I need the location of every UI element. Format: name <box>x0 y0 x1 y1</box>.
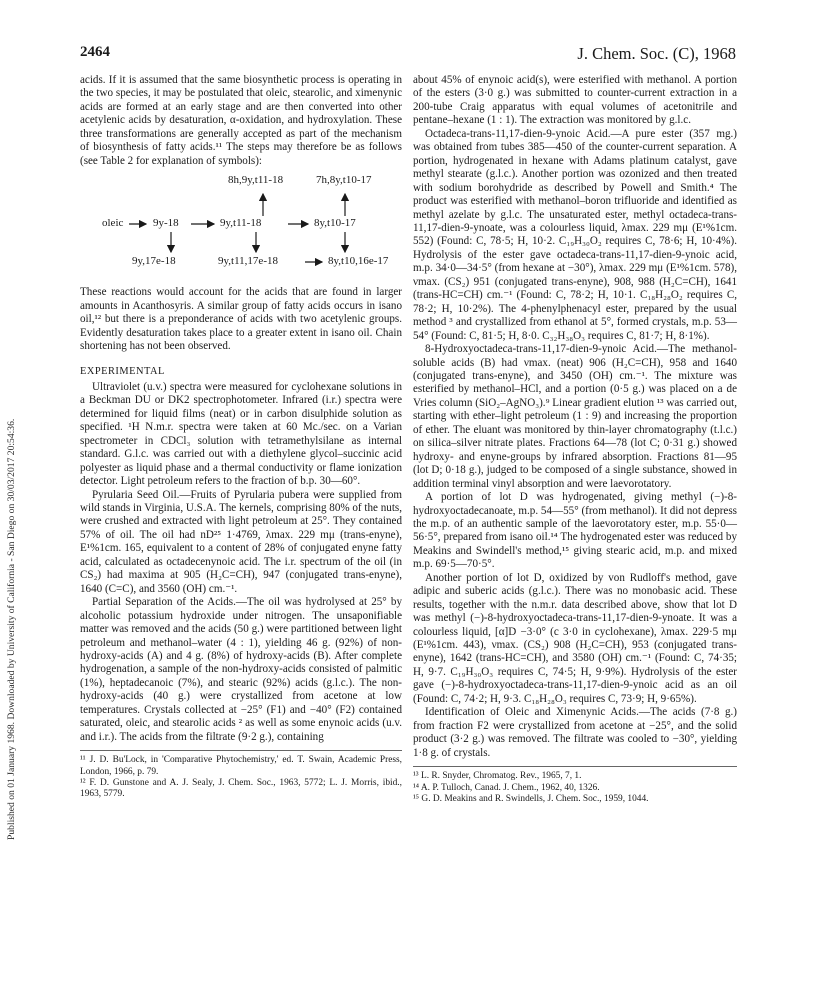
left-footnotes <box>80 750 402 801</box>
right-paragraph-6: Identification of Oleic and Ximenynic Acids.—The acids (7·8 g.) from fraction F2 were crystallized from acetone at −25°, and the solid product (3·2 g.) was removed. The filtrate was cooled to −30°, yielding 1·8 g. of crystals. <box>413 706 737 759</box>
right-footnotes <box>413 766 737 805</box>
intro-paragraph: acids. If it is assumed that the same biosynthetic process is operating in the two species, it may be postulated that oleic, stearolic, and ximenynic acids are formed at an early stage and are then converted into other acetylenic acids by desaturation, α-oxidation, and hydroxylation. These three transformations are generally accepted as part of the mechanism of biosynthesis of fatty acids.¹¹ The steps may therefore be as follows (see Table 2 for explanation of symbols): <box>80 74 402 167</box>
right-paragraph-2: Octadeca-trans-11,17-dien-9-ynoic Acid.—A pure ester (357 mg.) was obtained from tubes 385—450 of the counter-current separation. A portion, hydrogenated in hexane with Adams platinum catalyst, gave methyl stearate (g.l.c.). Another portion was ozonized and then treated with sodium borohydride as described by Powell and Smith.⁴ The product was esterified with methanol–boron trifluoride and identified as methyl azelate by g.l.c. The unsaturated ester, methyl octadeca-trans-11,17-dien-9-ynoate, was a colourless liquid, λmax. 229 mμ (E¹%1cm. 552) (Found: C, 78·5; H, 10·2. C₁₉H₃₀O₂ requires C, 78·6; H, 10·4%). Hydrolysis of the ester gave octadeca-trans-11,17-dien-9-ynoic acid, m.p. 34·0—34·5° (from hexane at −30°), λmax. 229 mμ (E¹%1cm. 578), νmax. (CS₂) 951 (conjugated trans-enyne), 908, 988 (H₂C=CH), 1641 (trans-HC=CH) cm.⁻¹ (Found: C, 78·2; H, 10·1. C₁₈H₂₈O₂ requires C, 78·2; H, 10·2%). The 4-phenylphenacyl ester, prepared by the usual method ³ and crystallized from ethanol at 5°, formed crystals, m.p. 53—54° (Found: C, 81·5; H, 8·0. C₃₂H₃₈O₃ requires C, 81·7; H, 8·1%). <box>413 127 737 342</box>
left-column <box>80 74 402 801</box>
scheme-bot-2: 9y,t11,17e-18 <box>218 255 278 268</box>
scheme-mid-1: 9y-18 <box>153 217 179 230</box>
scheme-top-1: 8h,9y,t11-18 <box>228 174 284 187</box>
footnote-14: ¹⁴ A. P. Tulloch, Canad. J. Chem., 1962, 40, 1326. <box>413 782 600 793</box>
experimental-paragraph-2: Pyrularia Seed Oil.—Fruits of Pyrularia pubera were supplied from wild stands in Virginia, U.S.A. The kernels, comprising 80% of the nuts, were crushed and extracted with light petroleum at 25°. They contained 57% of oil. The oil had nD²⁵ 1·4769, λmax. 229 mμ (trans-enyne), E¹%1cm. 165, equivalent to a content of 28% of conjugated enyne fatty acid, calculated as octadecenynoic acid. The i.r. spectrum of the oil (in CS₂) had maxima at 905 (H₂C=CH), 947 (conjugated trans-enyne), 1640 (C=C), and 3560 (OH) cm.⁻¹. <box>80 488 402 595</box>
scheme-mid-3: 8y,t10-17 <box>314 217 356 230</box>
right-paragraph-3: 8-Hydroxyoctadeca-trans-11,17-dien-9-ynoic Acid.—The methanol-soluble acids (B) had νmax. (neat) 906 (H₂C=CH), 958 and 1640 (conjugated trans-enyne), and 3450 (OH) cm.⁻¹. The mixture was esterified by methanol–HCl, and a portion (0·5 g.) was placed on a de Vries column (SiO₂–AgNO₃).⁹ Linear gradient elution ¹³ was carried out, starting with ether–light petroleum (1 : 9) and increasing the proportion of ether. The eluant was monitored by thin-layer chromatography (t.l.c.) on silica–silver nitrate plates. Fractions 64—78 (lot C; 0·31 g.) showed hydroxy- and enyne-groups by infrared absorption. Fractions 81—95 (lot D; 0·18 g.), judged to be composed of a single substance, showed in addition terminal vinyl absorption and were laevorotatory. <box>413 343 737 490</box>
experimental-paragraph-1: Ultraviolet (u.v.) spectra were measured for cyclohexane solutions in a Beckman DU or DK2 spectrophotometer. Infrared (i.r.) spectra were determined for liquid films (neat) or in carbon disulphide solution as specified. ¹H N.m.r. spectra were taken at 60 Mc./sec. on a Varian spectrometer in CDCl₃ solution with tetramethylsilane as internal standard. G.l.c. was carried out with a diethylene glycol–succinic acid polyester as liquid phase and a thermal conductivity or flame ionization detector. Light petroleum refers to the fraction of b.p. 30—60°. <box>80 380 402 488</box>
footnote-15: ¹⁵ G. D. Meakins and R. Swindells, J. Chem. Soc., 1959, 1044. <box>413 793 649 804</box>
scheme-bot-3: 8y,t10,16e-17 <box>328 255 389 268</box>
download-watermark-text: Published on 01 January 1968. Downloaded by University of California - San Diego on 30/03/2017 20:54:36. <box>6 418 17 840</box>
right-paragraph-1: about 45% of enynoic acid(s), were esterified with methanol. A portion of the esters (3·0 g.) was submitted to counter-current extraction in a 200-tube Craig apparatus with equal volumes of acetonitrile and pentane–hexane (1 : 1). The extraction was monitored by g.l.c. <box>413 74 737 127</box>
after-scheme-paragraph: These reactions would account for the acids that are found in larger amounts in Acanthosyris. A similar group of fatty acids occurs in isano oil,¹² but there is a preponderance of acids with two acetylenic groups. Evidently desaturation takes place to a greater extent in isano oil. Chain shortening has not been observed. <box>80 286 402 352</box>
scheme-mid-2: 9y,t11-18 <box>220 217 262 230</box>
scheme-top-2: 7h,8y,t10-17 <box>316 174 372 187</box>
journal-header: J. Chem. Soc. (C), 1968 <box>577 44 736 63</box>
scheme-bot-1: 9y,17e-18 <box>132 255 176 268</box>
page-number: 2464 <box>80 44 110 60</box>
right-paragraph-4: A portion of lot D was hydrogenated, giving methyl (−)-8-hydroxyoctadecanoate, m.p. 54—55° (from methanol). It did not depress the m.p. of an authentic sample of the laevorotatory ester, m.p. 55·0—56·5°, prepared from isano oil.¹⁴ The hydrogenated ester was reduced by Meakins and Swindell's method,¹⁵ giving stearic acid, m.p. and mixed m.p. 69·5—70·5°. <box>413 491 737 571</box>
right-column <box>413 74 737 805</box>
biosynthesis-scheme <box>80 172 402 280</box>
right-paragraph-5: Another portion of lot D, oxidized by von Rudloff's method, gave adipic and suberic acids (g.l.c.). There was no monobasic acid. These results, together with the n.m.r. data described above, show that lot D was methyl (−)-8-hydroxyoctadeca-trans-11,17-dien-9-ynoate. It was a colourless liquid, [α]D −3·0° (c 3·0 in cyclohexane), λmax. 229·5 mμ (E¹%1cm. 443), νmax. (CS₂) 908 (H₂C=CH), 953 (conjugated trans-enyne), 1642 (trans-HC=CH), and 3580 (OH) cm.⁻¹ (Found: C, 74·35; H, 9·7. C₁₉H₃₀O₃ requires C, 74·5; H, 9·9%). Hydrolysis of the ester gave (−)-8-hydroxyoctadeca-trans-11,17-dien-9-ynoic acid as an oil (Found: C, 74·2; H, 9·3. C₁₈H₂₈O₃ requires C, 73·9; H, 9·65%). <box>413 571 737 705</box>
footnote-13: ¹³ L. R. Snyder, Chromatog. Rev., 1965, 7, 1. <box>413 771 582 782</box>
experimental-paragraph-3: Partial Separation of the Acids.—The oil was hydrolysed at 25° by alcoholic potassium hydroxide under nitrogen. The unsaponifiable matter was removed and the acids (50 g.) were partitioned between light petroleum and methanol–water (4 : 1), yielding 46 g. (92%) of non-hydroxy-acids (A) and 4 g. (8%) of hydroxy-acids (B). After complete hydrogenation, a sample of the non-hydroxy-acids consisted of palmitic (1%), heptadecanoic (7%), and stearic (92%) acids (g.l.c.). The non-hydroxy-acids (40 g.) were crystallized from acetone at low temperatures. Crystals collected at −25° (F1) and −40° (F2) contained saturated, oleic, and stearolic acids ² as well as some enynoic acids (u.v. and i.r.). The acids from the filtrate (9·2 g.), containing <box>80 596 402 743</box>
footnote-12: ¹² F. D. Gunstone and A. J. Sealy, J. Chem. Soc., 1963, 5772; L. J. Morris, ibid., 1963, 5779. <box>80 777 402 800</box>
scheme-oleic: oleic <box>102 217 124 230</box>
experimental-heading: EXPERIMENTAL <box>80 366 165 378</box>
footnote-11: ¹¹ J. D. Bu'Lock, in 'Comparative Phytochemistry,' ed. T. Swain, Academic Press, London, 1966, p. 79. <box>80 755 402 777</box>
download-watermark <box>6 140 20 840</box>
